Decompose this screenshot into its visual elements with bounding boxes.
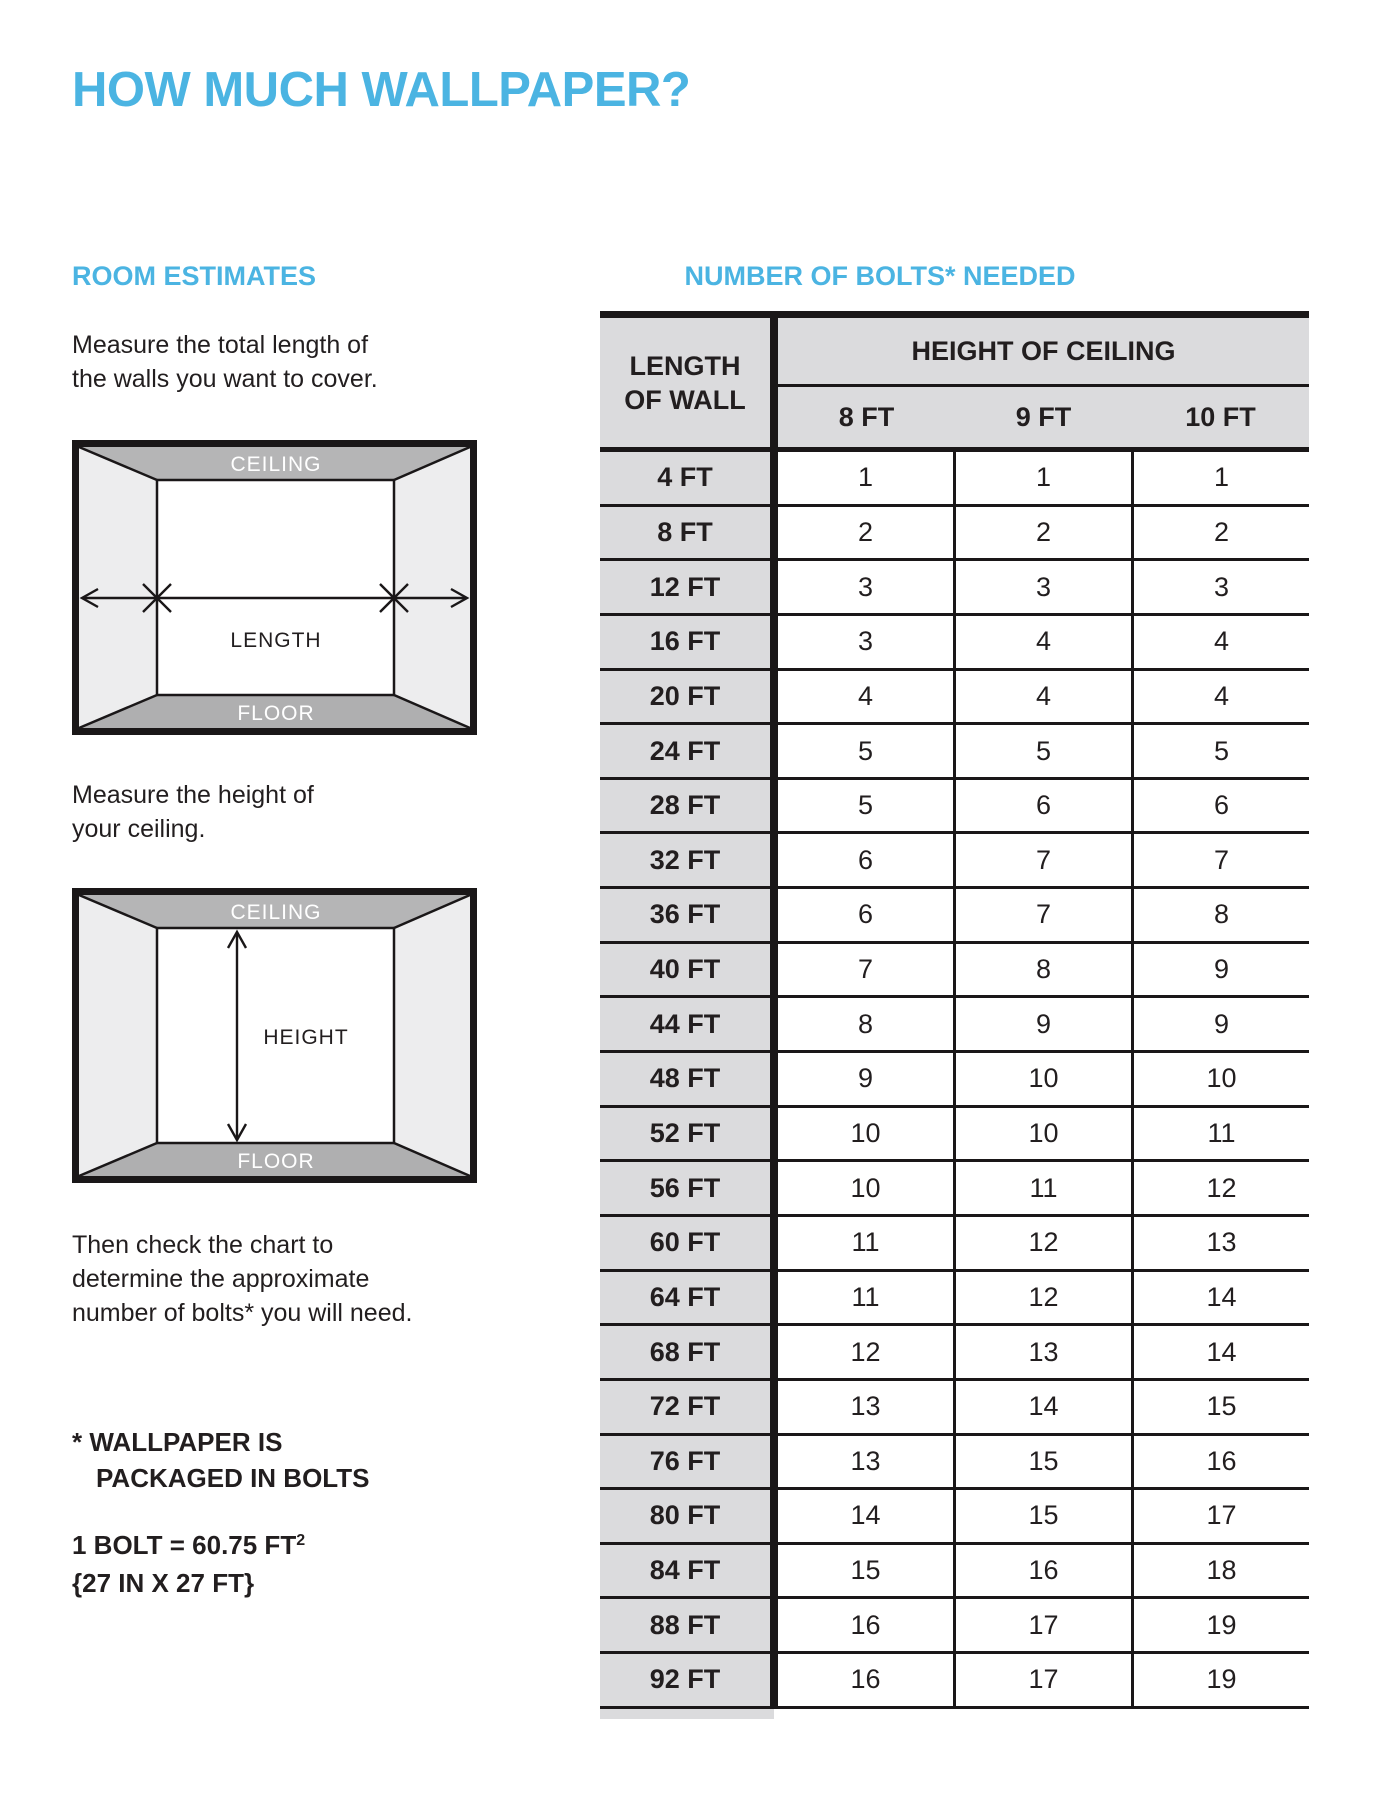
bolt-count-cell: 6 bbox=[1131, 780, 1309, 832]
bolt-count-cell: 3 bbox=[953, 561, 1131, 613]
bolt-count-cell: 17 bbox=[953, 1599, 1131, 1651]
bolt-count-cell: 15 bbox=[953, 1436, 1131, 1488]
bolt-count-cell: 7 bbox=[1131, 834, 1309, 886]
bolt-count-cell: 6 bbox=[778, 889, 953, 941]
bolt-count-cell: 3 bbox=[1131, 561, 1309, 613]
left-wall bbox=[79, 895, 157, 1176]
wall-length-label: 52 FT bbox=[600, 1108, 778, 1160]
table-row bbox=[600, 998, 1309, 1053]
table-row bbox=[600, 671, 1309, 726]
bolt-count-cell: 2 bbox=[778, 507, 953, 559]
wall-length-label: 72 FT bbox=[600, 1381, 778, 1433]
wall-length-label: 60 FT bbox=[600, 1217, 778, 1269]
wall-length-label: 68 FT bbox=[600, 1326, 778, 1378]
room-estimates-heading: ROOM ESTIMATES bbox=[72, 261, 317, 291]
bolt-count-cell: 3 bbox=[778, 561, 953, 613]
bolt-count-cell: 6 bbox=[953, 780, 1131, 832]
bolt-footnote bbox=[72, 1424, 369, 1496]
wall-length-label: 20 FT bbox=[600, 671, 778, 723]
bolt-count-cell: 8 bbox=[1131, 889, 1309, 941]
bolt-count-cell: 12 bbox=[953, 1272, 1131, 1324]
step1-line2: the walls you want to cover. bbox=[72, 365, 378, 393]
table-row bbox=[600, 1108, 1309, 1163]
bolt-count-cell: 12 bbox=[1131, 1162, 1309, 1214]
table-row bbox=[600, 1381, 1309, 1436]
table-row bbox=[600, 725, 1309, 780]
right-wall bbox=[394, 895, 470, 1176]
wall-length-label: 4 FT bbox=[600, 452, 778, 504]
bolt-count-cell: 4 bbox=[1131, 671, 1309, 723]
step3-instructions bbox=[72, 1228, 412, 1330]
bolt-count-cell: 5 bbox=[953, 725, 1131, 777]
bolt-count-cell: 14 bbox=[953, 1381, 1131, 1433]
squared-exponent: 2 bbox=[296, 1532, 306, 1549]
step2-line2: your ceiling. bbox=[72, 815, 206, 843]
wall-length-label: 88 FT bbox=[600, 1599, 778, 1651]
ceiling-height-diagram bbox=[72, 888, 477, 1183]
bolt-count-cell: 10 bbox=[778, 1162, 953, 1214]
bolt-count-cell: 13 bbox=[953, 1326, 1131, 1378]
table-row bbox=[600, 452, 1309, 507]
table-row bbox=[600, 1545, 1309, 1600]
bolt-count-cell: 8 bbox=[953, 944, 1131, 996]
bolt-count-cell: 16 bbox=[953, 1545, 1131, 1597]
wall-length-label: 44 FT bbox=[600, 998, 778, 1050]
floor-label: FLOOR bbox=[237, 1150, 315, 1173]
bolt-count-cell: 8 bbox=[778, 998, 953, 1050]
bolt-count-cell: 4 bbox=[1131, 616, 1309, 668]
bolt-count-cell: 10 bbox=[1131, 1053, 1309, 1105]
bolt-count-cell: 4 bbox=[953, 671, 1131, 723]
step1-line1: Measure the total length of bbox=[72, 331, 369, 359]
bolt-count-cell: 13 bbox=[778, 1436, 953, 1488]
bolt-count-cell: 10 bbox=[953, 1053, 1131, 1105]
wall-length-label: 8 FT bbox=[600, 507, 778, 559]
wall-length-label: 32 FT bbox=[600, 834, 778, 886]
bolt-count-cell: 13 bbox=[778, 1381, 953, 1433]
bolt-count-cell: 16 bbox=[1131, 1436, 1309, 1488]
bolt-count-cell: 5 bbox=[778, 725, 953, 777]
table-row bbox=[600, 1326, 1309, 1381]
bolt-count-cell: 2 bbox=[1131, 507, 1309, 559]
wall-length-label: 40 FT bbox=[600, 944, 778, 996]
table-row bbox=[600, 1654, 1309, 1709]
step3-line2: determine the approximate bbox=[72, 1265, 370, 1293]
step3-line3: number of bolts* you will need. bbox=[72, 1299, 413, 1327]
page-title: HOW MUCH WALLPAPER? bbox=[72, 63, 691, 117]
footnote-line2: PACKAGED IN BOLTS bbox=[96, 1463, 370, 1493]
bolt-count-cell: 16 bbox=[778, 1599, 953, 1651]
bolt-count-cell: 9 bbox=[1131, 998, 1309, 1050]
wall-length-label: 76 FT bbox=[600, 1436, 778, 1488]
ceiling-label: CEILING bbox=[230, 901, 322, 924]
bolt-count-cell: 7 bbox=[953, 834, 1131, 886]
table-row bbox=[600, 616, 1309, 671]
bolt-count-cell: 19 bbox=[1131, 1654, 1309, 1706]
bolt-count-cell: 11 bbox=[778, 1272, 953, 1324]
wall-length-label: 48 FT bbox=[600, 1053, 778, 1105]
bolt-count-cell: 15 bbox=[953, 1490, 1131, 1542]
table-gray-tab bbox=[600, 1709, 774, 1719]
bolt-count-cell: 15 bbox=[1131, 1381, 1309, 1433]
table-row bbox=[600, 944, 1309, 999]
bolt-count-cell: 14 bbox=[1131, 1272, 1309, 1324]
wall-length-label: 28 FT bbox=[600, 780, 778, 832]
table-row bbox=[600, 1162, 1309, 1217]
wall-length-label: 56 FT bbox=[600, 1162, 778, 1214]
back-wall bbox=[157, 480, 394, 695]
bolt-count-cell: 10 bbox=[778, 1108, 953, 1160]
wall-length-label: 92 FT bbox=[600, 1654, 778, 1706]
bolt-count-cell: 17 bbox=[953, 1654, 1131, 1706]
col-header-8ft: 8 FT bbox=[838, 401, 895, 432]
wall-length-label: 16 FT bbox=[600, 616, 778, 668]
bolts-needed-table bbox=[600, 311, 1309, 1719]
bolt-count-cell: 15 bbox=[778, 1545, 953, 1597]
footnote-line1: * WALLPAPER IS bbox=[72, 1427, 283, 1457]
length-of-wall-line1: LENGTH bbox=[629, 350, 741, 381]
height-of-ceiling-header: HEIGHT OF CEILING bbox=[778, 318, 1309, 387]
bolt-count-cell: 19 bbox=[1131, 1599, 1309, 1651]
bolt-count-cell: 7 bbox=[778, 944, 953, 996]
col-header-9ft: 9 FT bbox=[1015, 401, 1072, 432]
bolt-dimensions: {27 IN X 27 FT} bbox=[72, 1568, 255, 1598]
bolt-count-cell: 14 bbox=[778, 1490, 953, 1542]
table-row bbox=[600, 780, 1309, 835]
table-row bbox=[600, 889, 1309, 944]
bolt-count-cell: 10 bbox=[953, 1108, 1131, 1160]
table-row bbox=[600, 507, 1309, 562]
wall-length-label: 36 FT bbox=[600, 889, 778, 941]
wall-length-label: 24 FT bbox=[600, 725, 778, 777]
bolt-count-cell: 1 bbox=[778, 452, 953, 504]
wall-length-label: 12 FT bbox=[600, 561, 778, 613]
col-header-10ft: 10 FT bbox=[1185, 401, 1256, 432]
bolt-count-cell: 11 bbox=[953, 1162, 1131, 1214]
table-row bbox=[600, 1599, 1309, 1654]
bolt-count-cell: 11 bbox=[778, 1217, 953, 1269]
table-row bbox=[600, 834, 1309, 889]
bolt-count-cell: 6 bbox=[778, 834, 953, 886]
bolt-count-cell: 7 bbox=[953, 889, 1131, 941]
floor-label: FLOOR bbox=[237, 702, 315, 725]
bolt-count-cell: 13 bbox=[1131, 1217, 1309, 1269]
table-row bbox=[600, 1272, 1309, 1327]
length-of-wall-line2: OF WALL bbox=[624, 384, 746, 415]
ceiling-height-subheaders bbox=[778, 387, 1309, 447]
bolt-count-cell: 9 bbox=[778, 1053, 953, 1105]
bolt-size-info bbox=[72, 1522, 305, 1602]
bolt-count-cell: 17 bbox=[1131, 1490, 1309, 1542]
table-header bbox=[600, 318, 1309, 452]
bolt-count-cell: 14 bbox=[1131, 1326, 1309, 1378]
ceiling-height-header-group bbox=[778, 318, 1309, 447]
bolt-count-cell: 9 bbox=[953, 998, 1131, 1050]
bolts-table-heading: NUMBER OF BOLTS* NEEDED bbox=[684, 261, 1076, 291]
length-of-wall-header bbox=[600, 318, 778, 447]
wall-length-label: 64 FT bbox=[600, 1272, 778, 1324]
bolt-count-cell: 16 bbox=[778, 1654, 953, 1706]
bolt-count-cell: 3 bbox=[778, 616, 953, 668]
table-row bbox=[600, 1490, 1309, 1545]
table-row bbox=[600, 561, 1309, 616]
ceiling-label: CEILING bbox=[230, 453, 322, 476]
height-label: HEIGHT bbox=[263, 1026, 349, 1049]
bolt-count-cell: 12 bbox=[953, 1217, 1131, 1269]
table-row bbox=[600, 1217, 1309, 1272]
wall-length-label: 80 FT bbox=[600, 1490, 778, 1542]
bolt-count-cell: 5 bbox=[778, 780, 953, 832]
table-body bbox=[600, 452, 1309, 1709]
step2-instructions bbox=[72, 778, 314, 846]
step2-line1: Measure the height of bbox=[72, 781, 314, 809]
bolt-count-cell: 11 bbox=[1131, 1108, 1309, 1160]
step3-line1: Then check the chart to bbox=[72, 1231, 334, 1259]
bolt-count-cell: 1 bbox=[953, 452, 1131, 504]
wall-length-label: 84 FT bbox=[600, 1545, 778, 1597]
bolt-count-cell: 2 bbox=[953, 507, 1131, 559]
bolt-count-cell: 12 bbox=[778, 1326, 953, 1378]
bolt-count-cell: 1 bbox=[1131, 452, 1309, 504]
bolt-count-cell: 4 bbox=[953, 616, 1131, 668]
bolt-equation: 1 BOLT = 60.75 $FT^2$ bbox=[72, 1530, 306, 1560]
step1-instructions bbox=[72, 328, 378, 396]
table-row bbox=[600, 1436, 1309, 1491]
bolt-count-cell: 18 bbox=[1131, 1545, 1309, 1597]
table-row bbox=[600, 1053, 1309, 1108]
room-length-diagram bbox=[72, 440, 477, 735]
length-label: LENGTH bbox=[230, 629, 322, 652]
bolt-count-cell: 4 bbox=[778, 671, 953, 723]
bolt-count-cell: 9 bbox=[1131, 944, 1309, 996]
bolt-count-cell: 5 bbox=[1131, 725, 1309, 777]
